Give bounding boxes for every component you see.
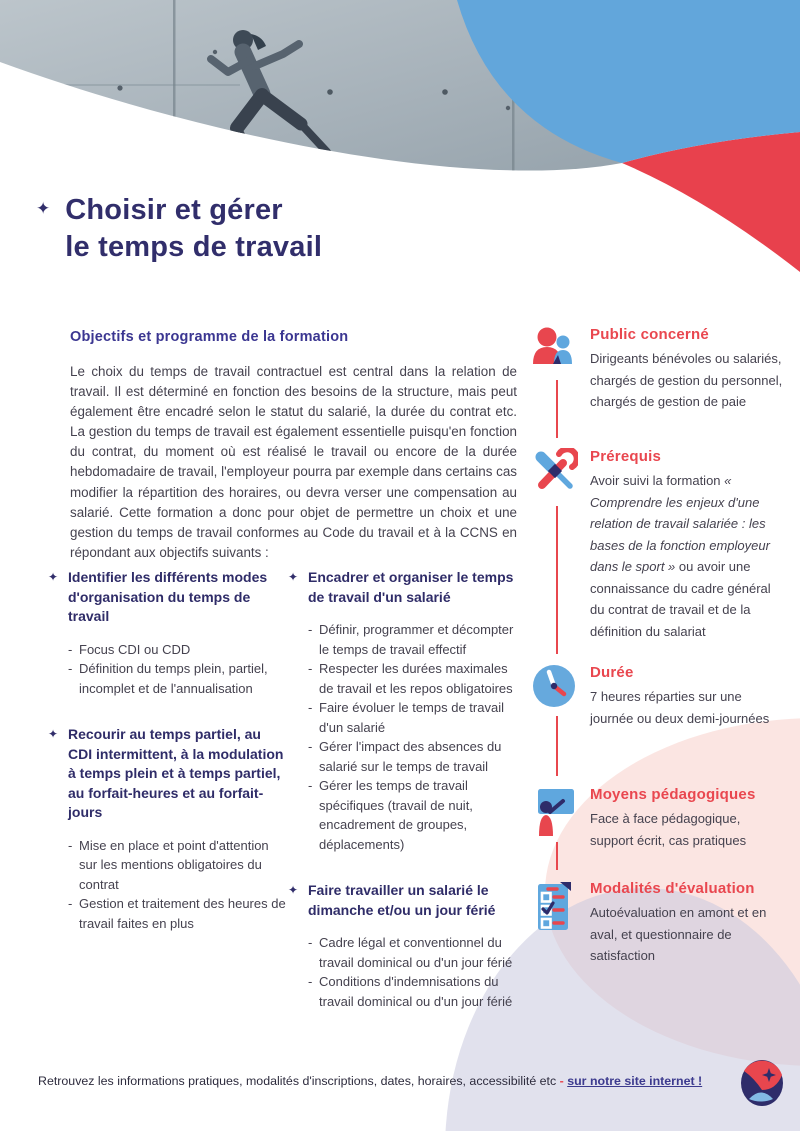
dash-bullet: - [68,896,73,911]
footer [38,1074,738,1088]
sidebar-section-prerequis [528,448,792,642]
list-item-text: Gestion et traitement des heures de travail faites en plus [79,896,286,931]
sparkle-icon: ✦ [36,199,51,219]
dash-bullet: - [308,622,313,637]
list-item [308,698,523,737]
list-item-text: Conditions d'indemnisations du travail dominical ou d'un jour férié [319,974,513,1009]
sparkle-icon: ✦ [48,570,59,584]
brand-logo-icon [739,1057,785,1109]
group-heading: Identifier les différents modes d'organisation du temps de travail [68,569,268,624]
tools-icon [532,448,578,494]
sidebar-heading: Moyens pédagogiques [590,786,756,803]
dash-bullet: - [308,700,313,715]
website-link[interactable]: sur notre site internet ! [567,1074,703,1088]
dash-bullet: - [308,739,313,754]
dash-bullet: - [308,935,313,950]
sidebar-text [590,470,786,642]
group-heading: Faire travailler un salarié le dimanche et/ou un jour férié [308,882,496,918]
people-icon [532,326,576,368]
group-heading: Encadrer et organiser le temps de travail d'un salarié [308,569,514,605]
intro-heading: Objectifs et programme de la formation [70,329,349,345]
page-title-block [36,192,322,266]
page-title-line2: le temps de travail [65,231,323,263]
clock-icon [532,664,576,708]
group-heading: Recourir au temps partiel, au CDI intermittent, à la modulation à temps plein et à temps partiel, au forfait-heures et au forfait-jours [68,726,284,820]
sparkle-icon: ✦ [288,570,299,584]
intro-paragraph: Le choix du temps de travail contractuel est central dans la relation de travail. Il est déterminé en fonction des besoins de la structure, mais peut également être encadré selon le statut du salarié, la durée du contrat etc. La gestion du temps de travail est également essentielle puisqu'en fonction du contrat, du moment où est réalisé le travail ou encore de la durée hebdomadaire de travail, l'employeur pourra par exemple dans certains cas modifier la répartition des horaires, ou devra verser une compensation au salarié. Cette formation a donc pour objet de permettre un choix et une gestion du temps de travail conformes au Code du travail et à la CCNS en répondant aux objectifs suivants : [70,364,517,560]
list-item-text: Définir, programmer et décompter le temps de travail effectif [319,622,514,657]
presenter-icon [532,786,578,836]
dash-bullet: - [308,974,313,989]
sidebar-text: Autoévaluation en amont et en aval, et questionnaire de satisfaction [590,905,767,963]
list-item [308,659,523,698]
list-item [308,972,523,1011]
list-item-text: Gérer l'impact des absences du salarié sur le temps de travail [319,739,502,774]
sidebar-section-moyens [528,786,792,851]
list-item-text: Gérer les temps de travail spécifiques (travail de nuit, encadrement de groupes, déplacements) [319,778,473,852]
sidebar-section-modalites [528,880,792,967]
list-item [308,737,523,776]
sidebar-text: 7 heures réparties sur une journée ou deux demi-journées [590,689,770,726]
program-group [48,725,286,933]
list-item [68,640,286,660]
program-group [288,881,523,1011]
checklist-icon [532,880,576,932]
sidebar-heading: Modalités d'évaluation [590,880,755,897]
program-column-1 [48,568,286,933]
sidebar-heading: Public concerné [590,326,709,343]
list-item [68,659,286,698]
prerequis-text-pre: Avoir suivi la formation [590,473,725,488]
sparkle-icon: ✦ [288,883,299,897]
program-group [288,568,523,854]
dash-bullet: - [308,661,313,676]
sidebar-heading: Prérequis [590,448,661,465]
list-item [68,894,286,933]
prerequis-text-quote: « Comprendre les enjeux d'une relation de travail salariée : les bases de la fonction employeur dans le sport » [590,473,770,574]
intro-section [70,329,517,563]
list-item [308,933,523,972]
page-title-line1: Choisir et gérer [65,194,283,226]
sparkle-icon: ✦ [48,727,59,741]
sidebar-section-public [528,326,792,413]
list-item-text: Focus CDI ou CDD [79,641,191,657]
prerequis-text-post: ou avoir une connaissance du cadre général du contrat de travail et de la définition du salariat [590,559,771,639]
footer-text: Retrouvez les informations pratiques, modalités d'inscriptions, dates, horaires, accessibilité etc [38,1074,560,1088]
dash-bullet: - [68,837,73,853]
dash-bullet: - [308,778,313,793]
list-item-text: Définition du temps plein, partiel, incomplet et de l'annualisation [79,661,268,696]
list-item [308,620,523,659]
list-item-text: Respecter les durées maximales de travail et les repos obligatoires [319,661,513,696]
list-item [68,836,286,895]
sidebar-text: Dirigeants bénévoles ou salariés, chargés de gestion du personnel, chargés de gestion de paie [590,351,783,409]
program-group [48,568,286,698]
footer-dash: - [559,1074,568,1088]
program-column-2 [288,568,523,1011]
dash-bullet: - [68,641,73,657]
sidebar-heading: Durée [590,664,634,681]
list-item-text: Mise en place et point d'attention sur les mentions obligatoires du contrat [79,837,269,892]
dash-bullet: - [68,661,73,676]
list-item [308,776,523,854]
sidebar-text: Face à face pédagogique, support écrit, cas pratiques [590,811,747,848]
list-item-text: Faire évoluer le temps de travail d'un salarié [319,700,504,735]
sidebar-section-duree [528,664,792,729]
page-title [65,192,322,266]
list-item-text: Cadre légal et conventionnel du travail dominical ou d'un jour férié [319,935,513,970]
